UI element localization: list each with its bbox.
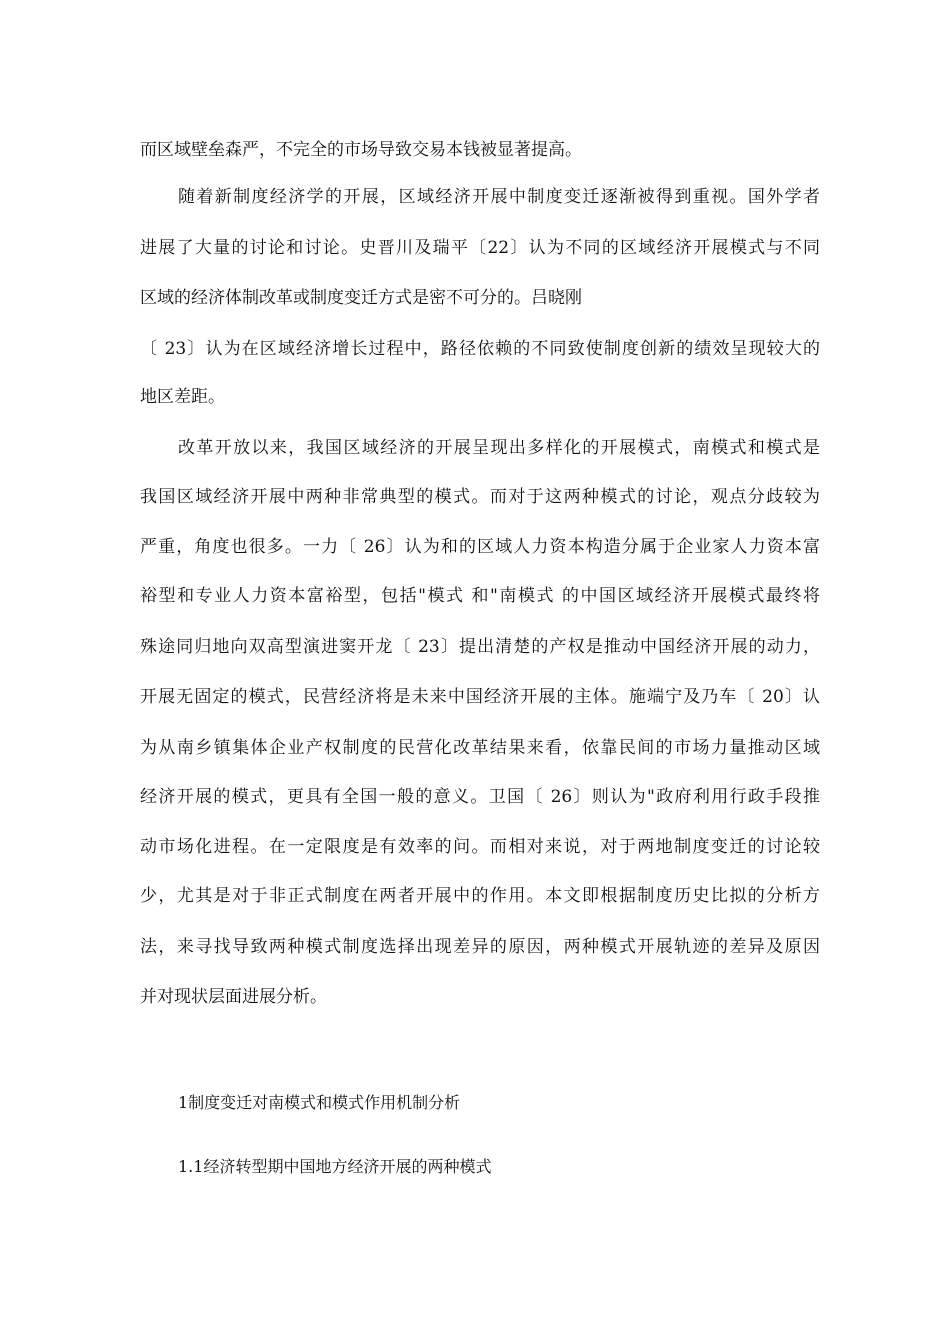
section-heading: 1制度变迁对南模式和模式作用机制分析	[178, 1093, 461, 1112]
paragraph-line: 改革开放以来，我国区域经济的开展呈现出多样化的开展模式，南模式和模式是	[178, 438, 820, 458]
paragraph-line: 进展了大量的讨论和讨论。史晋川及瑞平〔22〕认为不同的区域经济开展模式与不同	[140, 238, 820, 258]
paragraph-line: 为从南乡镇集体企业产权制度的民营化改革结果来看，依靠民间的市场力量推动区域	[140, 738, 820, 758]
paragraph-line: 区域的经济体制改革或制度变迁方式是密不可分的。吕晓刚	[140, 288, 582, 308]
paragraph-line: 严重，角度也很多。一力〔 26〕认为和的区域人力资本构造分属于企业家人力资本富	[140, 537, 820, 557]
paragraph-line: 随着新制度经济学的开展，区域经济开展中制度变迁逐渐被得到重视。国外学者	[178, 187, 820, 207]
subsection-heading: 1.1经济转型期中国地方经济开展的两种模式	[178, 1157, 492, 1176]
paragraph-line: 而区域壁垒森严，不完全的市场导致交易本钱被显著提高。	[140, 140, 582, 160]
paragraph-line: 法，来寻找导致两种模式制度选择出现差异的原因，两种模式开展轨迹的差异及原因	[140, 937, 820, 957]
paragraph-line: 〔 23〕认为在区域经济增长过程中，路径依赖的不同致使制度创新的绩效呈现较大的	[140, 339, 820, 359]
paragraph-line: 少，尤其是对于非正式制度在两者开展中的作用。本文即根据制度历史比拟的分析方	[140, 886, 820, 906]
paragraph-line: 开展无固定的模式，民营经济将是未来中国经济开展的主体。施端宁及乃车〔 20〕认	[140, 687, 820, 707]
paragraph-line: 经济开展的模式，更具有全国一般的意义。卫国〔 26〕则认为"政府利用行政手段推	[140, 787, 820, 807]
paragraph-line: 殊途同归地向双高型演进窦开龙〔 23〕提出清楚的产权是推动中国经济开展的动力，	[140, 637, 820, 657]
paragraph-line: 地区差距。	[140, 387, 225, 407]
paragraph-line: 并对现状层面进展分析。	[140, 987, 327, 1007]
paragraph-line: 裕型和专业人力资本富裕型，包括"模式 和"南模式 的中国区域经济开展模式最终将	[140, 586, 820, 606]
paragraph-line: 动市场化进程。在一定限度是有效率的问。而相对来说，对于两地制度变迁的讨论较	[140, 837, 820, 857]
paragraph-line: 我国区域经济开展中两种非常典型的模式。而对于这两种模式的讨论，观点分歧较为	[140, 487, 820, 507]
